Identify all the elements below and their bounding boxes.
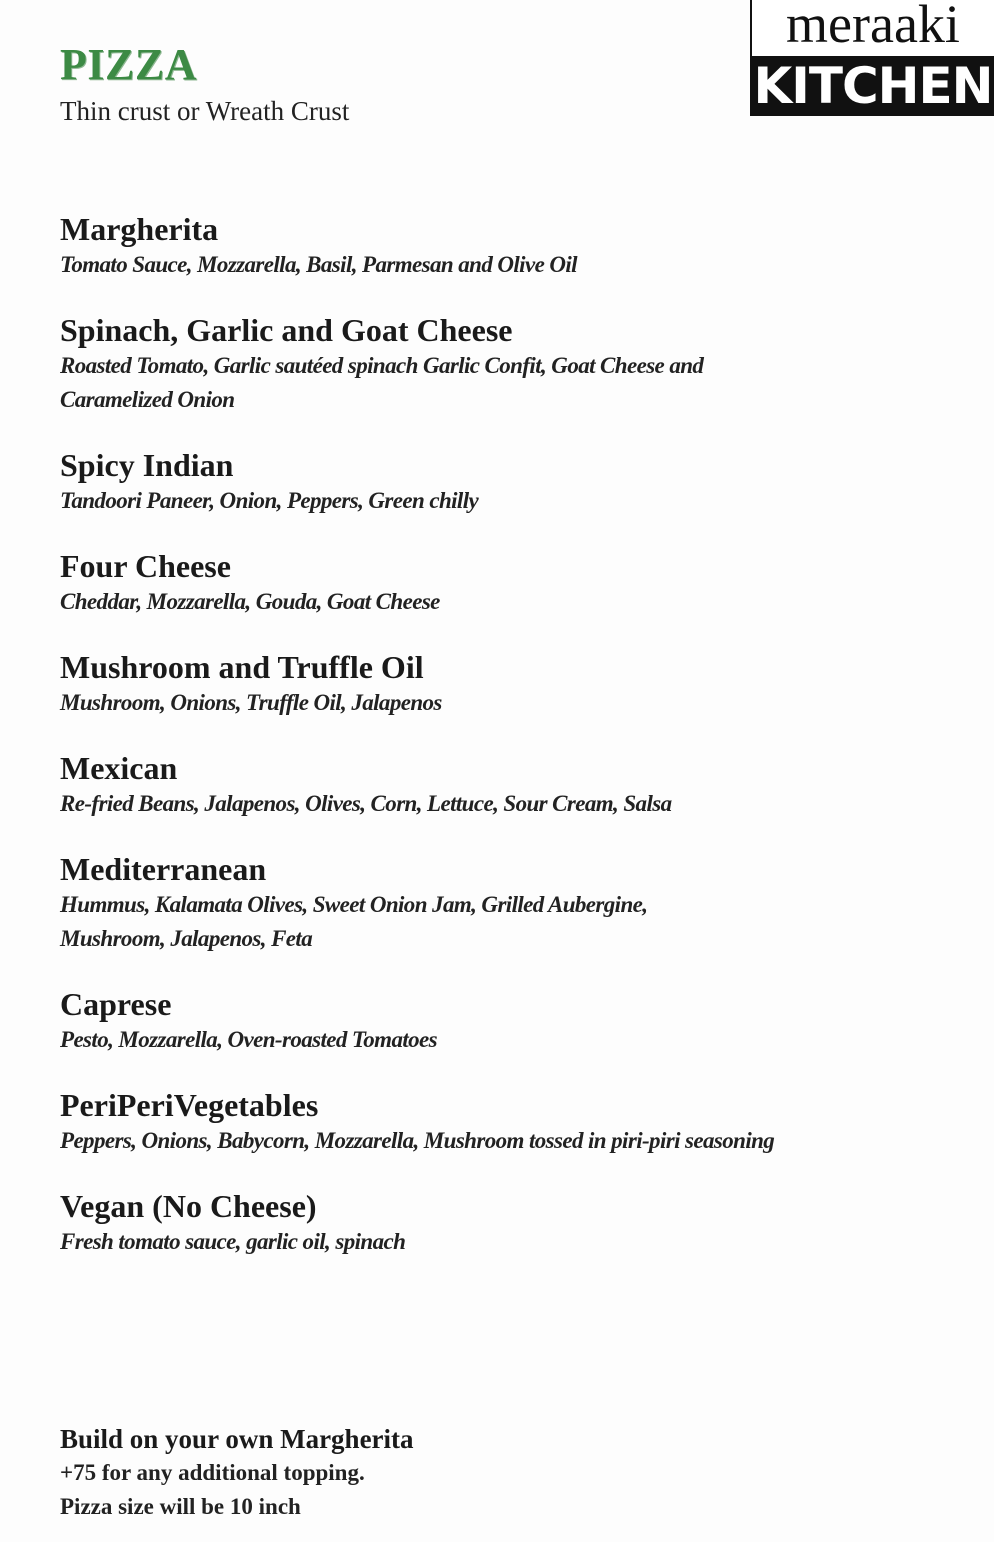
menu-item-description: Caramelized Onion bbox=[60, 387, 235, 412]
menu-item-name: Caprese bbox=[60, 986, 172, 1022]
section-header bbox=[60, 40, 349, 127]
menu-item bbox=[60, 648, 940, 720]
menu-item-description: Tomato Sauce, Mozzarella, Basil, Parmesan and Olive Oil bbox=[60, 252, 577, 277]
logo-bottom-text: KITCHEN bbox=[753, 57, 993, 115]
menu-item-description: Peppers, Onions, Babycorn, Mozzarella, Mushroom tossed in piri-piri seasoning bbox=[60, 1128, 775, 1153]
menu-item-description: Hummus, Kalamata Olives, Sweet Onion Jam, Grilled Aubergine, bbox=[60, 892, 648, 917]
meraaki-kitchen-logo bbox=[750, 0, 994, 116]
menu-item-description: Re-fried Beans, Jalapenos, Olives, Corn, Lettuce, Sour Cream, Salsa bbox=[60, 791, 672, 816]
menu-item-name: Vegan (No Cheese) bbox=[60, 1188, 317, 1224]
menu-item-name: Margherita bbox=[60, 211, 219, 247]
section-title: PIZZA bbox=[60, 40, 197, 89]
menu-item bbox=[60, 446, 940, 518]
menu-list bbox=[60, 210, 940, 1259]
menu-item-name: Mediterranean bbox=[60, 851, 267, 887]
footer-line: Pizza size will be 10 inch bbox=[60, 1494, 301, 1519]
build-your-own-note bbox=[60, 1422, 940, 1524]
menu-item bbox=[60, 850, 940, 956]
footer-title: Build on your own Margherita bbox=[60, 1424, 414, 1454]
footer-line: +75 for any additional topping. bbox=[60, 1460, 365, 1485]
menu-item-name: PeriPeriVegetables bbox=[60, 1087, 319, 1123]
menu-item-name: Spinach, Garlic and Goat Cheese bbox=[60, 312, 513, 348]
menu-item-description: Tandoori Paneer, Onion, Peppers, Green chilly bbox=[60, 488, 479, 513]
menu-item-description: Roasted Tomato, Garlic sautéed spinach Garlic Confit, Goat Cheese and bbox=[60, 353, 704, 378]
menu-item-description: Pesto, Mozzarella, Oven-roasted Tomatoes bbox=[60, 1027, 437, 1052]
menu-item-name: Four Cheese bbox=[60, 548, 231, 584]
menu-item bbox=[60, 1086, 940, 1158]
menu-item bbox=[60, 749, 940, 821]
logo-top-text: meraaki bbox=[786, 0, 960, 54]
section-subtitle: Thin crust or Wreath Crust bbox=[60, 96, 350, 126]
menu-item-description: Fresh tomato sauce, garlic oil, spinach bbox=[60, 1229, 406, 1254]
menu-item-description: Cheddar, Mozzarella, Gouda, Goat Cheese bbox=[60, 589, 440, 614]
menu-item bbox=[60, 985, 940, 1057]
menu-item-description: Mushroom, Jalapenos, Feta bbox=[60, 926, 313, 951]
menu-item-name: Mushroom and Truffle Oil bbox=[60, 649, 424, 685]
menu-item-name: Mexican bbox=[60, 750, 178, 786]
menu-item bbox=[60, 210, 940, 282]
menu-item bbox=[60, 547, 940, 619]
menu-item bbox=[60, 311, 940, 417]
menu-item-description: Mushroom, Onions, Truffle Oil, Jalapenos bbox=[60, 690, 442, 715]
menu-item-name: Spicy Indian bbox=[60, 447, 234, 483]
menu-item bbox=[60, 1187, 940, 1259]
